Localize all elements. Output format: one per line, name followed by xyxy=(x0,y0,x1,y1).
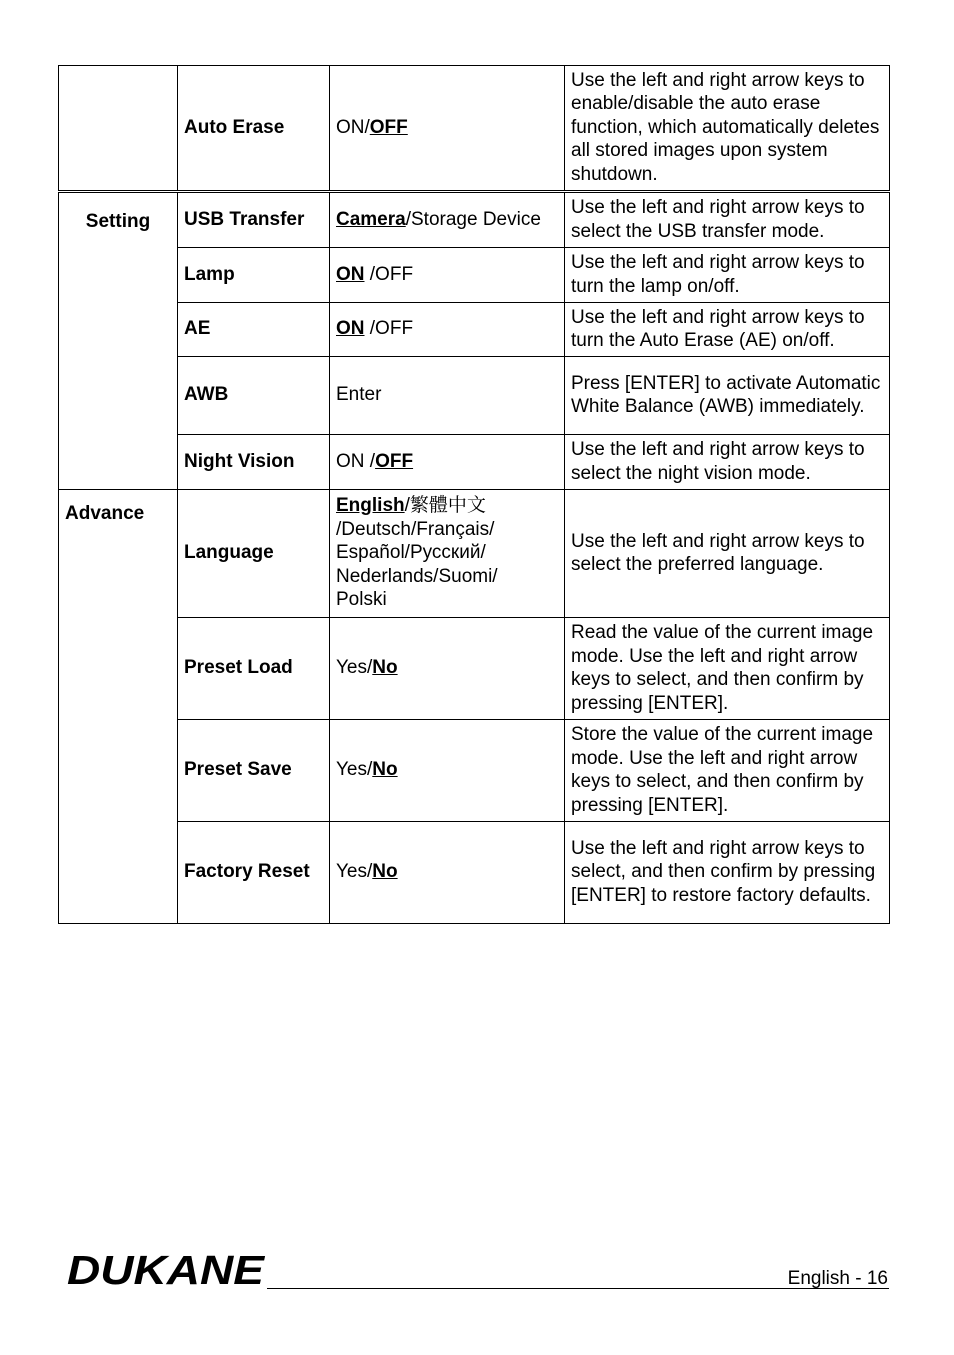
item-description: Use the left and right arrow keys to select the preferred language. xyxy=(565,490,890,618)
item-name: Night Vision xyxy=(178,435,330,490)
menu-group-advance: Advance xyxy=(59,490,178,924)
item-name: Preset Load xyxy=(178,618,330,720)
item-description: Use the left and right arrow keys to select, and then confirm by pressing [ENTER] to restore factory defaults. xyxy=(565,822,890,924)
settings-table xyxy=(58,65,890,924)
option-segment: Yes/ xyxy=(336,657,373,679)
table-row-usb-transfer xyxy=(59,192,890,248)
item-description: Store the value of the current image mode. Use the left and right arrow keys to select, and then confirm by pressing [ENTER]. xyxy=(565,720,890,822)
option-values xyxy=(330,303,565,357)
option-default: Camera xyxy=(336,208,406,230)
option-default: No xyxy=(372,759,398,781)
option-default: No xyxy=(372,861,398,883)
item-name: AWB xyxy=(178,357,330,435)
option-default: ON xyxy=(336,263,365,285)
option-values xyxy=(330,435,565,490)
table-row-preset-save xyxy=(59,720,890,822)
item-name: Auto Erase xyxy=(178,66,330,192)
menu-cell-empty xyxy=(59,66,178,192)
option-segment: ON/ xyxy=(336,116,370,138)
item-name: USB Transfer xyxy=(178,192,330,248)
item-description: Use the left and right arrow keys to enable/disable the auto erase function, which automatically deletes all stored images upon system shutdown. xyxy=(565,66,890,192)
item-name: Language xyxy=(178,490,330,618)
option-values xyxy=(330,720,565,822)
item-description: Use the left and right arrow keys to turn the lamp on/off. xyxy=(565,248,890,303)
table-row-lamp xyxy=(59,248,890,303)
dukane-logo xyxy=(64,1248,267,1290)
option-segment: Enter xyxy=(336,384,382,406)
table-row-awb xyxy=(59,357,890,435)
item-description: Read the value of the current image mode. Use the left and right arrow keys to select, and then confirm by pressing [ENTER]. xyxy=(565,618,890,720)
item-name: Lamp xyxy=(178,248,330,303)
item-description: Use the left and right arrow keys to turn the Auto Erase (AE) on/off. xyxy=(565,303,890,357)
option-segment: Yes/ xyxy=(336,759,373,781)
table-row-factory-reset xyxy=(59,822,890,924)
item-name: Preset Save xyxy=(178,720,330,822)
option-segment: /繁體中文 /Deutsch/Français/ Español/Русский/ Nederlands/Suomi/ Polski xyxy=(336,495,498,611)
item-description: Use the left and right arrow keys to select the USB transfer mode. xyxy=(565,192,890,248)
option-default: OFF xyxy=(369,116,408,138)
option-default: ON xyxy=(336,318,365,340)
table-row-ae xyxy=(59,303,890,357)
option-default: No xyxy=(372,657,398,679)
option-segment: /OFF xyxy=(364,318,414,340)
option-segment: /OFF xyxy=(364,263,414,285)
item-name: Factory Reset xyxy=(178,822,330,924)
option-values xyxy=(330,192,565,248)
option-segment: ON / xyxy=(336,450,376,472)
table-row-night-vision xyxy=(59,435,890,490)
table-row-auto-erase xyxy=(59,66,890,192)
option-values xyxy=(330,248,565,303)
table-row-preset-load xyxy=(59,618,890,720)
option-values xyxy=(330,66,565,192)
item-description: Press [ENTER] to activate Automatic White Balance (AWB) immediately. xyxy=(565,357,890,435)
option-default: OFF xyxy=(375,450,414,472)
item-description: Use the left and right arrow keys to select the night vision mode. xyxy=(565,435,890,490)
option-values xyxy=(330,357,565,435)
logo-wordmark: DUKANE xyxy=(67,1248,266,1290)
option-segment: Yes/ xyxy=(336,861,373,883)
menu-group-setting: Setting xyxy=(59,192,178,490)
option-default: English xyxy=(336,495,405,517)
page-number: English - 16 xyxy=(787,1268,888,1289)
option-values xyxy=(330,822,565,924)
table-row-language xyxy=(59,490,890,618)
item-name: AE xyxy=(178,303,330,357)
option-segment: /Storage Device xyxy=(405,208,541,230)
option-values xyxy=(330,618,565,720)
option-values xyxy=(330,490,565,618)
